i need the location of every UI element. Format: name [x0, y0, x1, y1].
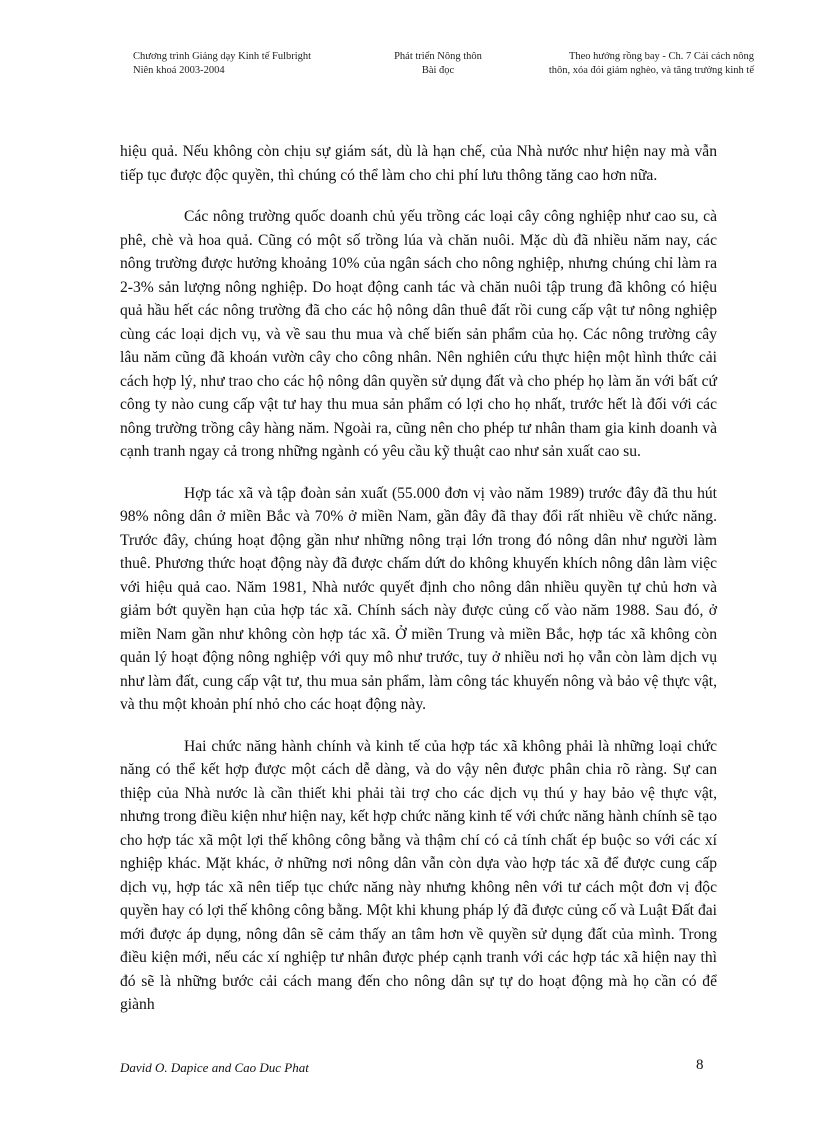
header-left [133, 50, 311, 78]
footer-authors: David O. Dapice and Cao Duc Phat [120, 1060, 309, 1075]
header-center [390, 50, 486, 78]
header-chapter-line2: thôn, xóa đói giảm nghèo, và tăng trưởng kinh tế [548, 65, 754, 76]
header-course: Phát triển Nông thôn [394, 51, 482, 62]
header-program: Chương trình Giảng dạy Kinh tế Fulbright [133, 51, 312, 62]
paragraph-continuation: hiệu quả. Nếu không còn chịu sự giám sát, dù là hạn chế, của Nhà nước như hiện nay mà vẫn tiếp tục được độc quyền, thì chúng có thể làm cho chi phí lưu thông tăng cao hơn nữa. [120, 143, 717, 184]
page-number: 8 [696, 1057, 704, 1073]
paragraph-cooperative-functions: Hai chức năng hành chính và kinh tế của hợp tác xã không phải là những loại chức năng có thể kết hợp được một cách dễ dàng, và do vậy nên được phân chia rõ ràng. Sự can thiệp của Nhà nước là cần thiết khi phải tài trợ cho các dịch vụ thú y hay bảo vệ thực vật, nhưng trong điều kiện như hiện nay, kết hợp chức năng kinh tế với chức năng hành chính sẽ tạo cho hợp tác xã một lợi thế không công bằng và thậm chí có cả tính chất ép buộc so với các xí nghiệp khác. Mặt khác, ở những nơi nông dân vẫn còn dựa vào hợp tác xã để được cung cấp dịch vụ, hợp tác xã nên tiếp tục chức năng này nhưng không nên với tư cách một đơn vị độc quyền hay có lợi thế không công bằng. Một khi khung pháp lý đã được củng cố và Luật Đất đai mới được áp dụng, nông dân sẽ cảm thấy an tâm hơn về quyền sử dụng đất của mình. Trong điều kiện mới, nếu các xí nghiệp tư nhân được phép cạnh tranh với các hợp tác xã hiện nay thì đó sẽ là những bước cải cách mang đến cho nông dân sự tự do hoạt động mà họ cần có để giành [120, 737, 717, 1013]
header-doc-type: Bài đọc [421, 65, 455, 76]
document-body [120, 140, 717, 1035]
header-chapter-line1: Theo hướng rồng bay - Ch. 7 Cải cách nông [568, 51, 754, 62]
paragraph-cooperatives: Hợp tác xã và tập đoàn sản xuất (55.000 đơn vị vào năm 1989) trước đây đã thu hút 98% nông dân ở miền Bắc và 70% ở miền Nam, gần đây đã thay đổi rất nhiều về chức năng. Trước đây, chúng hoạt động gần như những nông trại lớn trong đó nông dân như người làm thuê. Phương thức hoạt động này đã được chấm dứt do không khuyến khích nông dân làm việc với hiệu quả cao. Năm 1981, Nhà nước quyết định cho nông dân nhiều quyền tự chủ hơn và giảm bớt quyền hạn của hợp tác xã. Chính sách này được củng cố vào năm 1988. Sau đó, ở miền Nam gần như không còn hợp tác xã. Ở miền Trung và miền Bắc, hợp tác xã không còn quản lý hoạt động nông nghiệp với quy mô như trước, tuy ở nhiều nơi họ vẫn còn làm dịch vụ như làm đất, cung cấp vật tư, thu mua sản phẩm, làm công tác khuyến nông và bảo vệ thực vật, và thu một khoản phí nhỏ cho các hoạt động này. [120, 484, 717, 713]
paragraph-state-farms: Các nông trường quốc doanh chủ yếu trồng các loại cây công nghiệp như cao su, cà phê, chè và hoa quả. Cũng có một số trồng lúa và chăn nuôi. Mặc dù đã nhiều năm nay, các nông trường được hưởng khoảng 10% của ngân sách cho nông nghiệp, nhưng chúng chỉ làm ra 2-3% sản lượng nông nghiệp. Do hoạt động canh tác và chăn nuôi tập trung đã không có hiệu quả hầu hết các nông trường đã cho các hộ nông dân thuê đất rồi cung cấp vật tư nông nghiệp cùng các loại dịch vụ, và về sau thu mua và chế biến sản phẩm của họ. Các nông trường cây lâu năm cũng đã khoán vườn cây cho công nhân. Nên nghiên cứu thực hiện một hình thức cải cách hợp lý, như trao cho các hộ nông dân quyền sử dụng đất và cho phép họ làm ăn với bất cứ công ty nào cung cấp vật tư hay thu mua sản phẩm có lợi cho họ nhất, trước hết là đối với các nông trường trồng cây hàng năm. Ngoài ra, cũng nên cho phép tư nhân tham gia kinh doanh và cạnh tranh ngay cả trong những ngành có yêu cầu kỹ thuật cao như sản xuất cao su. [120, 208, 717, 460]
header-right [500, 50, 754, 78]
header-year: Niên khoá 2003-2004 [133, 65, 225, 76]
